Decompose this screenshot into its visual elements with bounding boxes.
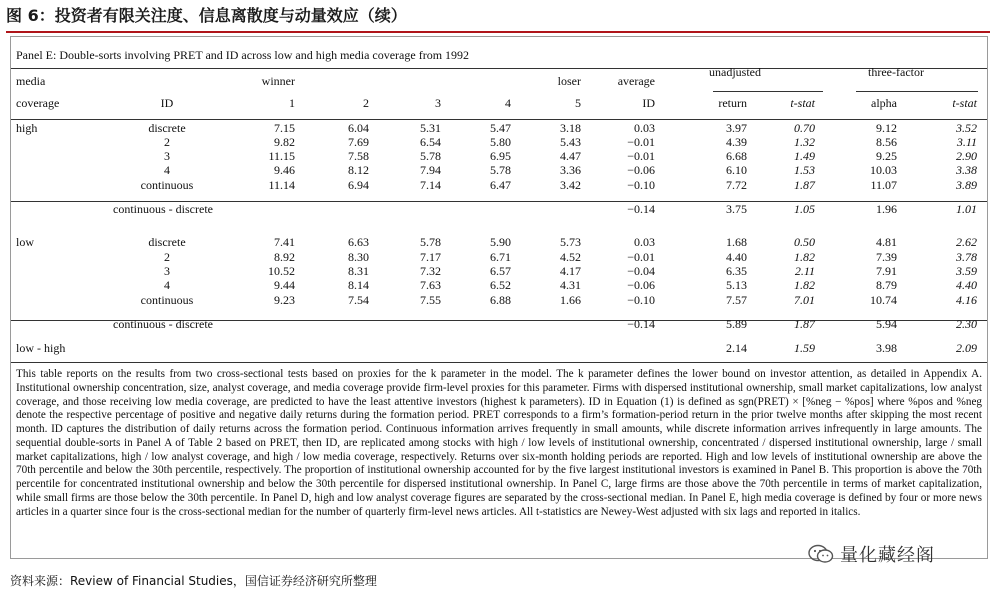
cell-p4: 6.57: [490, 263, 511, 278]
cell-p5: 4.47: [560, 149, 581, 164]
cell-tstat-3f: 3.11: [956, 134, 977, 149]
cell-alpha: 7.39: [876, 249, 897, 264]
diff-alpha: 1.96: [876, 202, 897, 217]
cell-p1: 11.15: [268, 149, 295, 164]
cell-p3: 7.17: [420, 249, 441, 264]
row-id-label: 3: [164, 149, 170, 164]
cell-ret: 6.35: [726, 263, 747, 278]
group-label: low: [16, 235, 34, 250]
row-id-label: discrete: [148, 235, 186, 250]
low-high-return: 2.14: [726, 341, 747, 356]
cell-p2: 8.14: [348, 278, 369, 293]
table-caption: This table reports on the results from two cross-sectional tests based on proxies for the k parameter in the model. The k parameter defines the lower bound on investor attention, as detailed in Appendix A. Institutional ownership concentration, size, analyst coverage, and media coverage provide firm-level proxies for this parameter. Firms with dispersed institutional ownership, small market capitalizations, low analyst coverage, and those receiving low media coverage, are predicted to have the least attentive investors (highest k parameters). ID in Equation (1) is defined as sgn(PRET) × [%neg − %pos] where %pos and %neg denote the respective percentage of positive and negative daily returns during the formation period. PRET corresponds to a firm’s formation-period return in the prior twelve months after skipping the most recent month. ID captures the distribution of daily returns across the formation period. Continuous information arrives frequently in small amounts, while discrete information arrives infrequently in large amounts. The sequential double-sorts in Panel A of Table 2 based on PRET, then ID, are replicated among stocks with high / low levels of institutional ownership, concentrated / dispersed institutional ownership, large / small market capitalizations, high / low analyst coverage, and high / low media coverage, respectively. Returns over six-month holding periods are reported. High and low levels of institutional ownership are above the 70th percentile and below the 30th percentile, respectively. The proportion of institutional ownership accounted for by the five largest institutional investors is examined in Panel B. This proportion is above the 70th percentile for concentrated institutional ownership and below the 30th percentile for dispersed institutional ownership. In Panel C, large firms are those above the 70th percentile in terms of market capitalization, while small firms are those below the 30th percentile. In Panel D, high and low analyst coverage figures are separated by the cross-sectional median. In Panel E, high media coverage is defined by four or more news articles in a quarter since four is the cross-sectional median for the number of quarterly firm-level news articles. All t-statistics are Newey-West adjusted with six lags and reported in italics.: [16, 368, 982, 518]
cell-p5: 5.73: [560, 235, 581, 250]
table-row: [11, 250, 987, 264]
cell-ret: 4.39: [726, 134, 747, 149]
cell-p1: 8.92: [274, 249, 295, 264]
cell-p2: 8.12: [348, 163, 369, 178]
cell-tstat-3f: 3.59: [956, 263, 977, 278]
cell-p1: 7.15: [274, 120, 295, 135]
low-high-tstat-unadj: 1.59: [794, 341, 815, 356]
cell-p3: 5.31: [420, 120, 441, 135]
table-row: [11, 135, 987, 149]
source-note: 资料来源：Review of Financial Studies，国信证券经济研究所整理: [10, 574, 377, 588]
header-gap: [11, 88, 987, 96]
diff-avg: −0.14: [627, 202, 655, 217]
header-p2: 2: [363, 96, 369, 111]
header-tstat-unadj: t-stat: [790, 96, 815, 111]
diff-return: 5.89: [726, 316, 747, 331]
cell-p2: 8.30: [348, 249, 369, 264]
cell-p4: 5.90: [490, 235, 511, 250]
diff-row: [11, 202, 987, 216]
cell-p4: 6.95: [490, 149, 511, 164]
watermark-text: 量化藏经阁: [840, 545, 935, 566]
header-loser: loser: [557, 74, 581, 88]
group-gap-b: [11, 226, 987, 235]
cell-p3: 6.54: [420, 134, 441, 149]
cell-tstat-3f: 2.62: [956, 235, 977, 250]
header-row-2: [11, 96, 987, 110]
table-row: [11, 149, 987, 163]
cell-tstat-3f: 3.52: [956, 120, 977, 135]
cell-ret: 4.40: [726, 249, 747, 264]
cell-p4: 6.52: [490, 278, 511, 293]
row-id-label: 4: [164, 163, 170, 178]
header-p3: 3: [435, 96, 441, 111]
cell-p4: 6.47: [490, 177, 511, 192]
cell-avg: −0.06: [627, 278, 655, 293]
header-bottom-gap: [11, 111, 987, 121]
header-p4: 4: [505, 96, 511, 111]
cell-avg: −0.01: [627, 134, 655, 149]
cell-p5: 4.17: [560, 263, 581, 278]
cell-tstat-unadj: 0.50: [794, 235, 815, 250]
cell-tstat-unadj: 1.32: [794, 134, 815, 149]
row-id-label: discrete: [148, 120, 186, 135]
cell-p5: 1.66: [560, 292, 581, 307]
group-gap-a: [11, 216, 987, 226]
row-id-label: 4: [164, 278, 170, 293]
cell-ret: 6.68: [726, 149, 747, 164]
cell-p5: 3.18: [560, 120, 581, 135]
cell-p1: 9.44: [274, 278, 295, 293]
cell-tstat-3f: 4.40: [956, 278, 977, 293]
cell-tstat-3f: 2.90: [956, 149, 977, 164]
diff-tstat-3f: 2.30: [956, 316, 977, 331]
table-row: [11, 278, 987, 292]
row-id-label: 2: [164, 249, 170, 264]
header-p5: 5: [575, 96, 581, 111]
header-unadjusted: unadjusted: [709, 65, 761, 79]
cell-ret: 5.13: [726, 278, 747, 293]
low-high-alpha: 3.98: [876, 341, 897, 356]
cell-tstat-unadj: 1.49: [794, 149, 815, 164]
cell-avg: −0.04: [627, 263, 655, 278]
table-panel: [10, 36, 988, 559]
cell-avg: 0.03: [634, 235, 655, 250]
cell-p2: 6.94: [348, 177, 369, 192]
cell-avg: −0.06: [627, 163, 655, 178]
cell-p5: 4.31: [560, 278, 581, 293]
cell-p3: 7.55: [420, 292, 441, 307]
group-label: high: [16, 120, 38, 135]
cell-avg: 0.03: [634, 120, 655, 135]
diff-label: continuous - discrete: [113, 202, 213, 217]
cell-alpha: 9.25: [876, 149, 897, 164]
panel-title: Panel E: Double-sorts involving PRET and ID across low and high media coverage from 1992: [16, 48, 470, 62]
cell-alpha: 7.91: [876, 263, 897, 278]
cell-p1: 9.82: [274, 134, 295, 149]
low-high-row: [11, 341, 987, 355]
header-return: return: [718, 96, 747, 111]
header-row-1: [11, 74, 987, 88]
cell-p1: 10.52: [268, 263, 295, 278]
cell-ret: 6.10: [726, 163, 747, 178]
cell-p2: 7.58: [348, 149, 369, 164]
diff-row: [11, 317, 987, 331]
figure-title: 图 6：投资者有限关注度、信息离散度与动量效应（续）: [6, 6, 407, 25]
cell-tstat-unadj: 1.87: [794, 177, 815, 192]
header-average: average: [617, 74, 655, 88]
cell-p2: 7.69: [348, 134, 369, 149]
cell-tstat-unadj: 1.82: [794, 249, 815, 264]
cell-tstat-unadj: 1.82: [794, 278, 815, 293]
watermark: [808, 540, 935, 568]
bottom-rule: [11, 362, 987, 363]
table-row: [11, 178, 987, 192]
header-alpha: alpha: [871, 96, 897, 111]
diff-tstat-unadj: 1.05: [794, 202, 815, 217]
cell-p3: 5.78: [420, 149, 441, 164]
cell-alpha: 8.56: [876, 134, 897, 149]
cell-p3: 5.78: [420, 235, 441, 250]
cell-p3: 7.94: [420, 163, 441, 178]
cell-p1: 7.41: [274, 235, 295, 250]
cell-tstat-unadj: 0.70: [794, 120, 815, 135]
cell-p2: 7.54: [348, 292, 369, 307]
diff-tstat-unadj: 1.87: [794, 316, 815, 331]
cell-p5: 4.52: [560, 249, 581, 264]
cell-p4: 6.88: [490, 292, 511, 307]
cell-p3: 7.32: [420, 263, 441, 278]
diff-label: continuous - discrete: [113, 316, 213, 331]
table-row: [11, 264, 987, 278]
cell-p3: 7.14: [420, 177, 441, 192]
row-id-label: 3: [164, 263, 170, 278]
cell-p4: 6.71: [490, 249, 511, 264]
table-row: [11, 293, 987, 307]
cell-tstat-3f: 3.38: [956, 163, 977, 178]
cell-ret: 1.68: [726, 235, 747, 250]
cell-p4: 5.80: [490, 134, 511, 149]
pre-diff-gap: [11, 192, 987, 202]
header-coverage: coverage: [16, 96, 60, 111]
cell-p4: 5.47: [490, 120, 511, 135]
header-avg-id: ID: [642, 96, 655, 111]
row-id-label: continuous: [140, 292, 194, 307]
cell-tstat-3f: 3.89: [956, 177, 977, 192]
cell-p5: 3.36: [560, 163, 581, 178]
diff-tstat-3f: 1.01: [956, 202, 977, 217]
pre-lowhigh-gap: [11, 331, 987, 341]
cell-avg: −0.10: [627, 177, 655, 192]
cell-alpha: 8.79: [876, 278, 897, 293]
low-high-label: low - high: [16, 341, 66, 356]
cell-alpha: 10.74: [870, 292, 897, 307]
cell-avg: −0.10: [627, 292, 655, 307]
header-p1: 1: [289, 96, 295, 111]
cell-ret: 3.97: [726, 120, 747, 135]
cell-ret: 7.57: [726, 292, 747, 307]
cell-p2: 6.04: [348, 120, 369, 135]
cell-tstat-unadj: 1.53: [794, 163, 815, 178]
pre-diff-gap: [11, 307, 987, 317]
table-row: [11, 235, 987, 249]
cell-avg: −0.01: [627, 149, 655, 164]
cell-tstat-unadj: 7.01: [794, 292, 815, 307]
diff-alpha: 5.94: [876, 316, 897, 331]
table-row: [11, 163, 987, 177]
cell-p4: 5.78: [490, 163, 511, 178]
header-id: ID: [160, 96, 174, 111]
header-tstat-3f: t-stat: [952, 96, 977, 111]
cell-ret: 7.72: [726, 177, 747, 192]
cell-p1: 11.14: [268, 177, 295, 192]
cell-alpha: 4.81: [876, 235, 897, 250]
cell-alpha: 10.03: [870, 163, 897, 178]
header-three-factor: three-factor: [868, 65, 924, 79]
results-table: [11, 65, 987, 356]
cell-tstat-3f: 4.16: [956, 292, 977, 307]
title-underline: [6, 31, 990, 33]
cell-alpha: 9.12: [876, 120, 897, 135]
cell-avg: −0.01: [627, 249, 655, 264]
low-high-tstat-3f: 2.09: [956, 341, 977, 356]
cell-p3: 7.63: [420, 278, 441, 293]
row-id-label: 2: [164, 134, 170, 149]
cell-p2: 6.63: [348, 235, 369, 250]
diff-return: 3.75: [726, 202, 747, 217]
header-media: media: [16, 74, 46, 88]
cell-tstat-3f: 3.78: [956, 249, 977, 264]
cell-alpha: 11.07: [870, 177, 897, 192]
cell-p1: 9.23: [274, 292, 295, 307]
cell-p2: 8.31: [348, 263, 369, 278]
cell-tstat-unadj: 2.11: [794, 263, 815, 278]
cell-p1: 9.46: [274, 163, 295, 178]
cell-p5: 5.43: [560, 134, 581, 149]
wechat-icon: [808, 544, 834, 564]
diff-avg: −0.14: [627, 316, 655, 331]
header-winner: winner: [261, 74, 295, 88]
cell-p5: 3.42: [560, 177, 581, 192]
row-id-label: continuous: [140, 177, 194, 192]
table-row: [11, 121, 987, 135]
